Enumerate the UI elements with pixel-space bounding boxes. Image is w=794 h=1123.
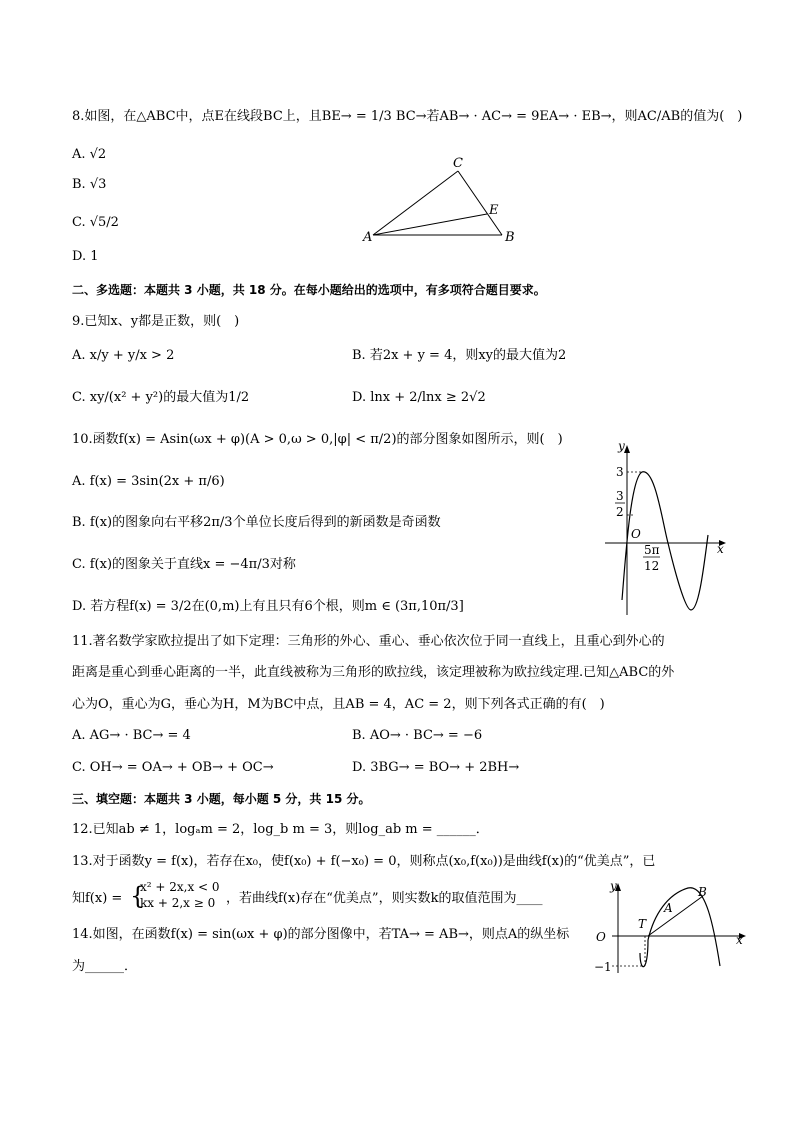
q14-line-2: 为______．: [72, 959, 138, 974]
label-C: C: [453, 156, 463, 171]
q10-option-d: D. 若方程f(x) = 3/2在(0,m)上有且只有6个根，则m ∈ (3π,10π/3]: [72, 599, 464, 614]
q8-option-d: D. 1: [72, 249, 99, 264]
sine-graph-q14: [590, 878, 750, 976]
x-axis-label: x: [736, 933, 743, 947]
y-axis-label: y: [610, 879, 617, 893]
q10-option-a: A. f(x) = 3sin(2x + π/6): [72, 474, 225, 489]
q13-brace-icon: {: [130, 882, 146, 910]
label-E: E: [489, 203, 499, 218]
origin-label: O: [631, 527, 641, 541]
y-max-label: 3: [616, 465, 624, 479]
triangle-figure: [355, 152, 525, 247]
q10-option-c: C. f(x)的图象关于直线x = −4π/3对称: [72, 557, 296, 572]
q13-line-2-suffix: ，若曲线f(x)存在“优美点”，则实数k的取值范围为____: [226, 891, 543, 906]
q11-line-1: 11.著名数学家欧拉提出了如下定理：三角形的外心、重心、垂心依次位于同一直线上，且重心到外心的: [72, 634, 665, 649]
q10-stem: 10.函数f(x) = Asin(ωx + φ)(A > 0,ω > 0,|φ| < π/2)的部分图象如图所示，则( ): [72, 432, 563, 447]
q12-stem: 12.已知ab ≠ 1，logₐm = 2，log_b m = 3，则log_ab m = ______．: [72, 822, 489, 837]
q9-option-d: D. lnx + 2/lnx ≥ 2√2: [352, 390, 486, 405]
q14-line-1: 14.如图，在函数f(x) = sin(ωx + φ)的部分图像中，若TA→ = AB→，则点A的纵坐标: [72, 927, 570, 942]
q11-option-d: D. 3BG→ = BO→ + 2BH→: [352, 760, 520, 775]
q11-option-a: A. AG→ · BC→ = 4: [72, 728, 191, 743]
q11-line-3: 心为O，重心为G，垂心为H，M为BC中点，且AB = 4，AC = 2，则下列各式正确的有( ): [72, 697, 605, 712]
q13-line-2-prefix: 知f(x) =: [72, 891, 123, 906]
q11-option-b: B. AO→ · BC→ = −6: [352, 728, 483, 743]
q8-option-a: A. √2: [72, 147, 107, 162]
origin-label: O: [596, 930, 606, 944]
y-axis-label: y: [618, 440, 625, 453]
label-T: T: [638, 917, 647, 931]
q13-case-1: x² + 2x,x < 0: [140, 880, 220, 894]
x-tick-numerator: 5π: [644, 543, 660, 557]
label-B: B: [698, 885, 707, 899]
label-A: A: [363, 230, 373, 245]
q13-line-1: 13.对于函数y = f(x)，若存在x₀，使f(x₀) + f(−x₀) = 0，则称点(x₀,f(x₀))是曲线f(x)的“优美点”，已: [72, 854, 656, 869]
section-fill-blank-heading: 三、填空题：本题共 3 小题，每小题 5 分，共 15 分。: [72, 792, 371, 806]
q10-option-b: B. f(x)的图象向右平移2π/3个单位长度后得到的新函数是奇函数: [72, 515, 441, 530]
q9-option-c: C. xy/(x² + y²)的最大值为1/2: [72, 390, 250, 405]
q9-option-b: B. 若2x + y = 4，则xy的最大值为2: [352, 348, 567, 363]
y-mid-numerator: 3: [616, 489, 624, 503]
label-A: A: [664, 901, 673, 915]
x-tick-denominator: 12: [644, 559, 660, 573]
q9-option-a: A. x/y + y/x > 2: [72, 348, 175, 363]
q9-stem: 9.已知x、y都是正数，则( ): [72, 314, 240, 329]
q11-option-c: C. OH→ = OA→ + OB→ + OC→: [72, 760, 274, 775]
q13-case-2: kx + 2,x ≥ 0: [140, 896, 216, 910]
sine-graph-q10: [600, 440, 730, 620]
x-axis-label: x: [717, 542, 724, 556]
q8-option-c: C. √5/2: [72, 215, 119, 230]
q8-stem: 8.如图，在△ABC中，点E在线段BC上，且BE→ = 1/3 BC→若AB→ · AC→ = 9EA→ · EB→，则AC/AB的值为( ): [72, 109, 743, 124]
label-B: B: [505, 230, 515, 245]
section-multi-choice-heading: 二、多选题：本题共 3 小题，共 18 分。在每小题给出的选项中，有多项符合题目要求。: [72, 283, 546, 297]
q8-option-b: B. √3: [72, 177, 107, 192]
neg-one-label: −1: [594, 960, 612, 974]
y-mid-denominator: 2: [616, 505, 624, 519]
q11-line-2: 距离是重心到垂心距离的一半，此直线被称为三角形的欧拉线，该定理被称为欧拉线定理.已知△ABC的外: [72, 665, 675, 680]
